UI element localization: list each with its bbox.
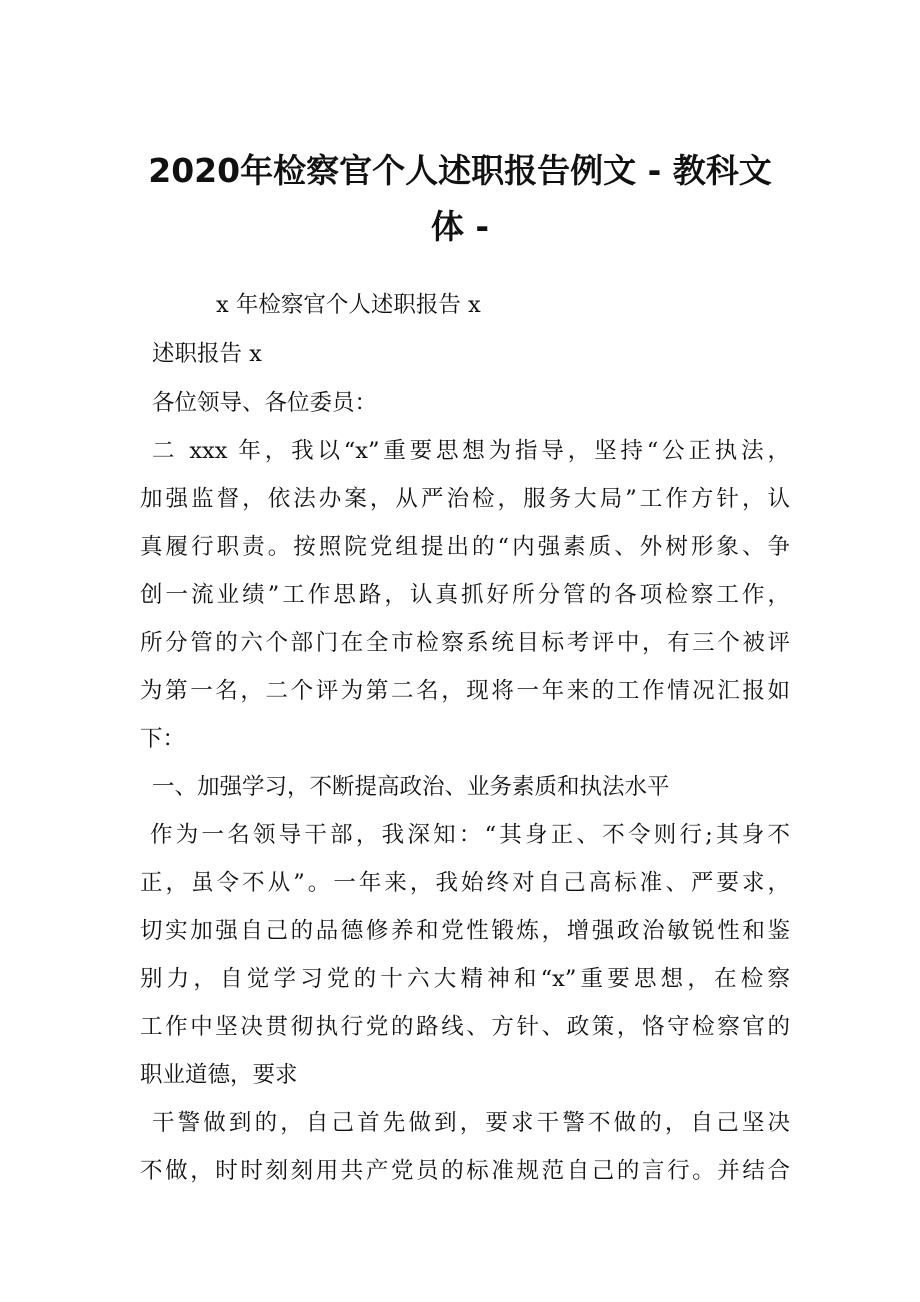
paragraph-1-line-6: 为第一名，二个评为第二名，现将一年来的工作情况汇报如 [140, 678, 790, 704]
paragraph-1-line-3: 真履行职责。按照院党组提出的“内强素质、外树形象、争 [140, 534, 790, 560]
paragraph-2-line-6: 职业道德，要求 [140, 1062, 298, 1088]
paragraph-2-line-1: 作为一名领导干部，我深知：“其身正、不令则行;其身不 [150, 822, 790, 848]
paragraph-3-line-2: 不做，时时刻刻用共产党员的标准规范自己的言行。并结合 [140, 1158, 790, 1184]
paragraph-1-line-1: 二 xxx 年，我以“x”重要思想为指导，坚持“公正执法， [152, 438, 790, 464]
paragraph-1-line-2: 加强监督，依法办案，从严治检，服务大局”工作方针，认 [140, 486, 790, 512]
paragraph-1-line-5: 所分管的六个部门在全市检察系统目标考评中，有三个被评 [140, 630, 790, 656]
paragraph-2-line-4: 别力，自觉学习党的十六大精神和“x”重要思想，在检察 [140, 966, 790, 992]
section-heading-1: 一、加强学习，不断提高政治、业务素质和执法水平 [152, 774, 670, 800]
paragraph-2-line-5: 工作中坚决贯彻执行党的路线、方针、政策，恪守检察官的 [140, 1014, 790, 1040]
salutation: 各位领导、各位委员： [152, 390, 378, 416]
paragraph-2-line-2: 正，虽令不从”。一年来，我始终对自己高标准、严要求， [140, 870, 790, 896]
document-title-line-2: 体 - [430, 207, 490, 246]
paragraph-1-line-4: 创一流业绩”工作思路，认真抓好所分管的各项检察工作， [140, 582, 790, 608]
report-heading: x 年检察官个人述职报告 x [216, 292, 481, 318]
paragraph-1-line-7: 下： [140, 726, 186, 752]
paragraph-2-line-3: 切实加强自己的品德修养和党性锻炼，增强政治敏锐性和鉴 [140, 918, 790, 944]
paragraph-3-line-1: 干警做到的，自己首先做到，要求干警不做的，自己坚决 [152, 1110, 790, 1136]
document-title-line-1: 2020年检察官个人述职报告例文 - 教科文 [148, 151, 772, 190]
report-subheading: 述职报告 x [152, 341, 262, 367]
